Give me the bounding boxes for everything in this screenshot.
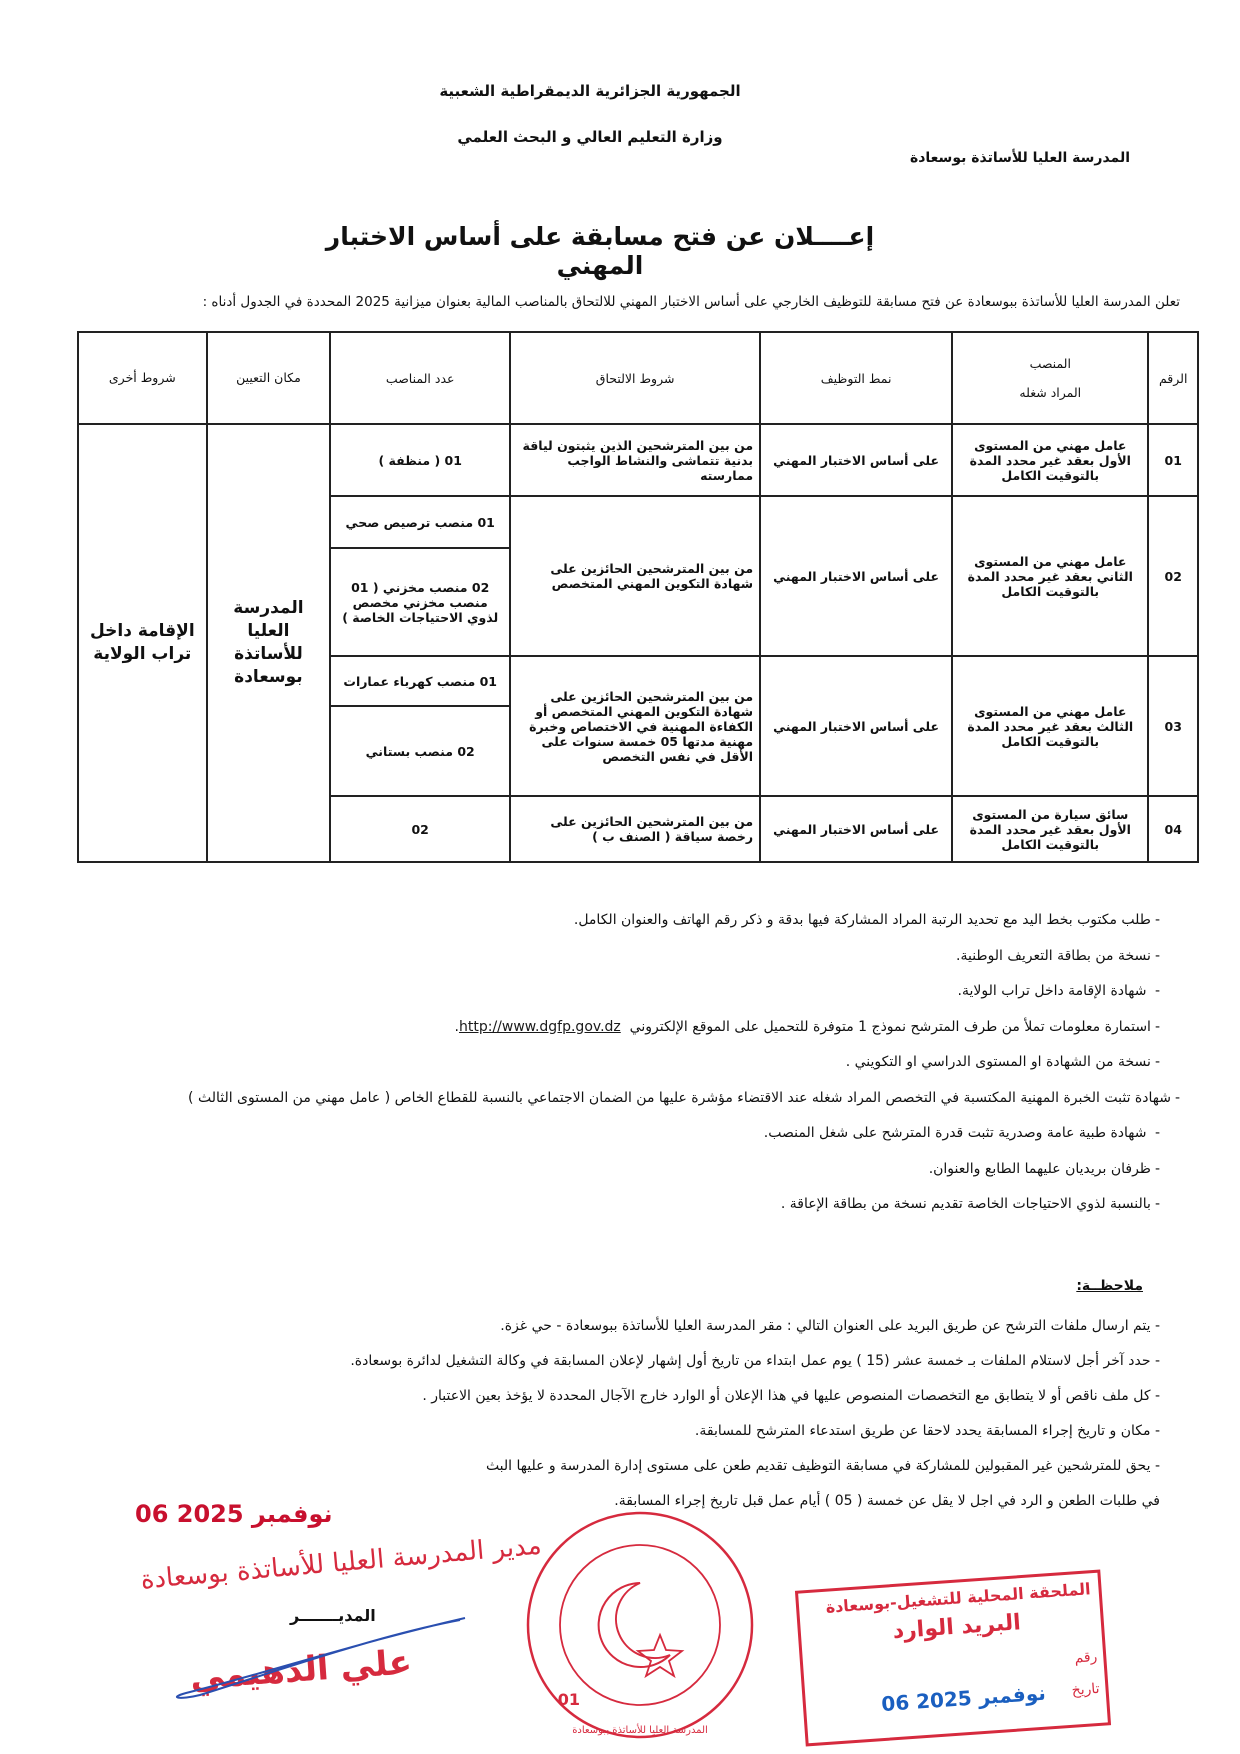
bullet-dash: - [1154,1160,1160,1177]
official-seal-icon [520,1505,760,1745]
note-item [60,1388,1160,1423]
row-mode: على أساس الاختبار المهني [760,656,952,796]
bullet-dash: - [1154,1196,1160,1212]
table-header-row [78,332,1198,424]
seal-text: المدرسة العليا للأساتذة ببوسعادة [572,1725,708,1736]
notes-heading: ملاحظــة: [1076,1278,1143,1294]
note-text: كل ملف ناقص أو لا يتطابق مع التخصصات المنصوص عليها في هذا الإعلان أو الوارد خارج الآجال المحددة لا يؤخذ بعين الاعتبار . [422,1388,1151,1404]
positions-table [77,331,1199,863]
row-post: سائق سيارة من المستوى الأول بعقد غير محدد المدة بالتوقيت الكامل [952,796,1148,862]
row-count: 01 منصب كهرباء عمارات [330,656,510,706]
row-count: 01 ( منظفة ) [330,424,510,496]
incoming-mail-stamp [795,1570,1111,1747]
row-count: 01 منصب ترصيص صحي [330,496,510,548]
row-post: عامل مهني من المستوى الثالث بعقد غير محدد المدة بالتوقيت الكامل [952,656,1148,796]
document-item [20,1090,1180,1126]
row-mode: على أساس الاختبار المهني [760,496,952,656]
note-text: مكان و تاريخ إجراء المسابقة يحدد لاحقا عن طريق استدعاء المترشح للمسابقة. [694,1423,1151,1439]
header-conditions: شروط الالتحاق [510,332,760,424]
ministry-header: وزارة التعليم العالي و البحث العلمي [457,128,723,146]
row-count: 02 منصب بستاني [330,706,510,796]
document-text: شهادة طبية عامة وصدرية تثبت قدرة المترشح على شغل المنصب. [763,1125,1151,1141]
required-documents-list [20,912,1180,1232]
bullet-dash: - [1154,1018,1160,1035]
note-item [60,1318,1160,1353]
document-text: نسخة من الشهادة او المستوى الدراسي او التكويني . [845,1054,1151,1070]
mail-stamp-title: البريد الوارد [891,1610,1022,1645]
row-mode: على أساس الاختبار المهني [760,796,952,862]
row-post: عامل مهني من المستوى الأول بعقد غير محدد المدة بالتوقيت الكامل [952,424,1148,496]
other-conditions-cell: الإقامة داخل تراب الولاية [78,424,207,862]
document-item [20,1196,1160,1232]
row-num: 03 [1148,656,1198,796]
header-place: مكان التعيين [207,332,331,424]
date-stamp: 06 نوفمبر 2025 [135,1500,333,1528]
mail-stamp-date-label: تاريخ [1071,1680,1101,1699]
note-text: حدد آخر أجل لاستلام الملفات بـ خمسة عشر (15 ) يوم عمل ابتداء من تاريخ أول إشهار لإعلان المسابقة في وكالة التشغيل لدائرة بوسعادة. [350,1353,1151,1369]
document-text: شهادة الإقامة داخل تراب الولاية. [957,983,1151,999]
handwritten-signature-icon [160,1600,480,1710]
document-item [20,1161,1160,1197]
bullet-dash: - [1154,983,1160,999]
bullet-dash: - [1154,1388,1160,1404]
header-mode: نمط التوظيف [760,332,952,424]
seal-number: 01 [557,1690,580,1709]
bullet-dash: - [1154,1318,1160,1334]
director-label: المديـــــــر [290,1606,376,1625]
document-item: -استمارة معلومات تملأ من طرف المترشح نموذج 1 متوفرة للتحميل على الموقع الإلكتروني http://www.dgfp.gov.dz. [454,1018,1160,1035]
row-conditions: من بين المترشحين الحائزين على شهادة التكوين المهني المتخصص [510,496,760,656]
document-item [20,1054,1160,1090]
mail-stamp-agency: الملحقة المحلية للتشغيل-بوسعادة [825,1579,1092,1617]
document-text: استمارة معلومات تملأ من طرف المترشح نموذج 1 متوفرة للتحميل على الموقع الإلكتروني [629,1018,1151,1035]
director-title-stamp: مدير المدرسة العليا للأساتذة بوسعادة [139,1530,543,1596]
row-num: 01 [1148,424,1198,496]
notes-list [60,1318,1160,1528]
document-item [20,948,1160,984]
header-post-line2: المراد شغله [1019,385,1082,400]
director-name-stamp: علي الدهيمي [188,1642,414,1698]
document-text: نسخة من بطاقة التعريف الوطنية. [956,947,1151,964]
row-count: 02 منصب مخزني ( 01 منصب مخزني مخصص لذوي الاحتياجات الخاصة ) [330,548,510,656]
mail-stamp-number-label: رقم [1073,1648,1098,1667]
mail-stamp-date: 06 نوفمبر 2025 [880,1680,1047,1717]
table-row [78,424,1198,496]
row-conditions: من بين المترشحين الحائزين على رخصة سياقة ( الصنف ب ) [510,796,760,862]
note-item [60,1353,1160,1388]
row-count: 02 [330,796,510,862]
header-count: عدد المناصب [330,332,510,424]
header-post-line1: المنصب [1029,356,1071,371]
row-conditions: من بين المترشحين الذين يثبتون لياقة بدنية تتماشى والنشاط الواجب ممارسته [510,424,760,496]
note-item [60,1423,1160,1458]
note-item [60,1458,1160,1493]
school-name: المدرسة العليا للأساتذة بوسعادة [909,150,1130,166]
document-text: بالنسبة لذوي الاحتياجات الخاصة تقديم نسخة من بطاقة الإعاقة . [780,1196,1151,1212]
document-text: ظرفان بريديان عليهما الطابع والعنوان. [928,1160,1151,1177]
document-text: طلب مكتوب بخط اليد مع تحديد الرتبة المراد المشاركة فيها بدقة و ذكر رقم الهاتف والعنوان الكامل. [573,912,1151,928]
document-item [20,1125,1160,1161]
note-text: يحق للمترشحين غير المقبولين للمشاركة في مسابقة التوظيف تقديم طعن على مستوى إدارة المدرسة و عليها البث [485,1458,1151,1474]
bullet-dash: - [1154,947,1160,964]
republic-header: الجمهورية الجزائرية الديمقراطية الشعبية [439,82,741,100]
header-other: شروط أخرى [78,332,207,424]
placement-cell: المدرسة العليا للأساتذة بوسعادة [207,424,331,862]
bullet-dash: - [1174,1089,1180,1106]
document-text: شهادة تثبت الخبرة المهنية المكتسبة في التخصص المراد شغله عند الاقتضاء مؤشرة عليها من الضمان الاجتماعي بالنسبة للقطاع الخاص ( عامل مهني من المستوى الثالث ) [188,1089,1171,1106]
header-num: الرقم [1148,332,1198,424]
bullet-dash: - [1154,1125,1160,1141]
row-num: 02 [1148,496,1198,656]
bullet-dash: - [1154,1458,1160,1474]
row-mode: على أساس الاختبار المهني [760,424,952,496]
row-num: 04 [1148,796,1198,862]
note-text: في طلبات الطعن و الرد في اجل لا يقل عن خمسة ( 05 ) أيام عمل قبل تاريخ إجراء المسابقة. [614,1493,1160,1509]
bullet-dash: - [1154,1353,1160,1369]
document-item [20,912,1160,948]
document-item [20,983,1160,1019]
note-text: يتم ارسال ملفات الترشح عن طريق البريد على العنوان التالي : مقر المدرسة العليا للأساتذة ببوسعادة - حي غزة. [500,1318,1155,1334]
announcement-title: إعــــلان عن فتح مسابقة على أساس الاختبار المهني [325,222,875,280]
bullet-dash: - [1154,1423,1160,1439]
bullet-dash: - [1154,912,1160,928]
row-conditions: من بين المترشحين الحائزين على شهادة التكوين المهني المتخصص أو الكفاءة المهنية في الاختصاص وخبرة مهنية مدتها 05 خمسة سنوات على الأقل في نفس التخصص [510,656,760,796]
intro-paragraph: تعلن المدرسة العليا للأساتذة ببوسعادة عن فتح مسابقة للتوظيف الخارجي على أساس الاختبار المهني للالتحاق بالمناصب المالية بعنوان ميزانية 2025 المحددة في الجدول أدناه : [202,294,1180,310]
dgfp-link[interactable]: http://www.dgfp.gov.dz [458,1018,621,1035]
row-post: عامل مهني من المستوى الثاني بعقد غير محدد المدة بالتوقيت الكامل [952,496,1148,656]
bullet-dash: - [1154,1054,1160,1070]
header-post [952,332,1148,424]
